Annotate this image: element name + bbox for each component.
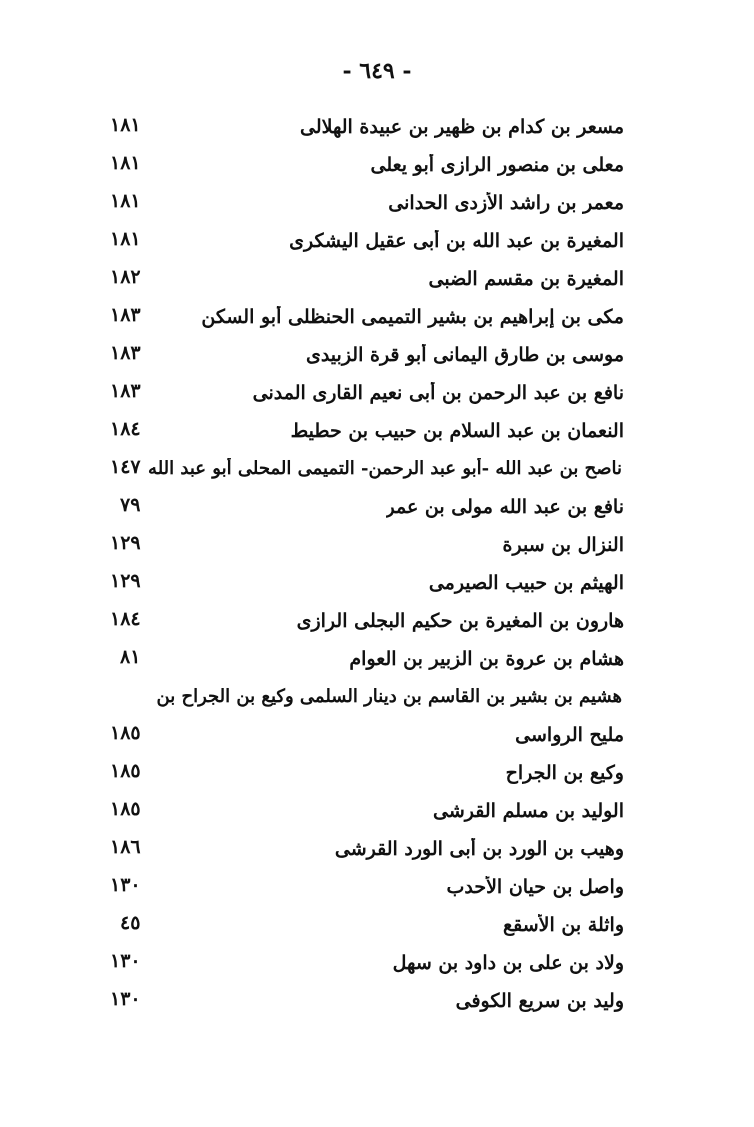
- index-entry: [0, 796, 754, 834]
- entry-page-number: ١٤٧: [110, 456, 141, 478]
- entry-page-number: ١٨٥: [110, 798, 141, 820]
- entry-name: ولاد بن على بن داود بن سهل: [392, 952, 624, 974]
- entry-name: وكيع بن الجراح: [505, 762, 624, 784]
- entry-name: مكى بن إبراهيم بن بشير التميمى الحنظلى أبو السكن: [201, 306, 624, 328]
- index-entry: [0, 568, 754, 606]
- index-entry: [0, 264, 754, 302]
- entry-page-number: ١٨٢: [110, 266, 141, 288]
- entry-name: معلى بن منصور الرازى أبو يعلى: [370, 154, 624, 176]
- index-entry: [0, 150, 754, 188]
- entry-page-number: ١٣٠: [110, 988, 141, 1010]
- entry-page-number: ٤٥: [120, 912, 141, 934]
- index-entry: [0, 986, 754, 1024]
- entry-name: النزال بن سبرة: [502, 534, 624, 556]
- entry-name: هشيم بن بشير بن القاسم بن دينار السلمى وكيع بن الجراح بن: [156, 686, 622, 707]
- entry-page-number: ١٨٥: [110, 722, 141, 744]
- index-list: [0, 112, 754, 1024]
- entry-page-number: ١٨١: [110, 114, 141, 136]
- index-entry: [0, 302, 754, 340]
- index-entry: [0, 758, 754, 796]
- index-entry: [0, 454, 754, 492]
- entry-name: معمر بن راشد الأزدى الحدانى: [388, 192, 624, 214]
- entry-name: واصل بن حيان الأحدب: [446, 876, 624, 898]
- entry-name: نافع بن عبد الله مولى بن عمر: [385, 496, 624, 518]
- entry-page-number: ١٢٩: [110, 570, 141, 592]
- entry-page-number: ٧٩: [120, 494, 141, 516]
- index-entry: [0, 834, 754, 872]
- index-entry: [0, 340, 754, 378]
- index-entry: [0, 872, 754, 910]
- index-entry: [0, 606, 754, 644]
- entry-name: المغيرة بن عبد الله بن أبى عقيل اليشكرى: [289, 230, 624, 252]
- index-entry: [0, 948, 754, 986]
- entry-name: واثلة بن الأسقع: [503, 914, 624, 936]
- index-entry: [0, 226, 754, 264]
- entry-name: هشام بن عروة بن الزبير بن العوام: [349, 648, 624, 670]
- index-entry: [0, 720, 754, 758]
- entry-page-number: ١٨١: [110, 190, 141, 212]
- entry-name: مليح الرواسى: [515, 724, 624, 746]
- entry-page-number: ١٨٣: [110, 380, 141, 402]
- index-entry: [0, 530, 754, 568]
- entry-name: وهيب بن الورد بن أبى الورد القرشى: [334, 838, 624, 860]
- index-entry: [0, 910, 754, 948]
- entry-page-number: ١٨٣: [110, 304, 141, 326]
- index-entry: [0, 492, 754, 530]
- entry-page-number: ١٢٩: [110, 532, 141, 554]
- index-entry: [0, 112, 754, 150]
- index-entry: [0, 644, 754, 682]
- entry-page-number: ١٣٠: [110, 874, 141, 896]
- entry-page-number: ١٨٥: [110, 760, 141, 782]
- entry-name: نافع بن عبد الرحمن بن أبى نعيم القارى المدنى: [252, 382, 624, 404]
- entry-page-number: ١٨٤: [110, 608, 141, 630]
- entry-page-number: ١٨٣: [110, 342, 141, 364]
- entry-page-number: ١٨١: [110, 152, 141, 174]
- entry-page-number: ١٨١: [110, 228, 141, 250]
- entry-name: موسى بن طارق اليمانى أبو قرة الزبيدى: [305, 344, 624, 366]
- entry-name: النعمان بن عبد السلام بن حبيب بن حطيط: [290, 420, 624, 442]
- entry-name: المغيرة بن مقسم الضبى: [428, 268, 624, 290]
- entry-name: ناصح بن عبد الله -أبو عبد الرحمن- التميمى المحلى أبو عبد الله: [148, 458, 622, 479]
- index-entry: [0, 682, 754, 720]
- entry-name: هارون بن المغيرة بن حكيم البجلى الرازى: [296, 610, 624, 632]
- index-entry: [0, 378, 754, 416]
- page-number: - ٦٤٩ -: [342, 58, 412, 84]
- index-entry: [0, 416, 754, 454]
- entry-page-number: ١٨٤: [110, 418, 141, 440]
- entry-page-number: ١٨٦: [110, 836, 141, 858]
- entry-name: الهيثم بن حبيب الصيرمى: [428, 572, 624, 594]
- entry-name: وليد بن سريع الكوفى: [455, 990, 624, 1012]
- entry-page-number: ١٣٠: [110, 950, 141, 972]
- entry-name: الوليد بن مسلم القرشى: [433, 800, 624, 822]
- entry-name: مسعر بن كدام بن ظهير بن عبيدة الهلالى: [299, 116, 624, 138]
- index-entry: [0, 188, 754, 226]
- entry-page-number: ٨١: [120, 646, 141, 668]
